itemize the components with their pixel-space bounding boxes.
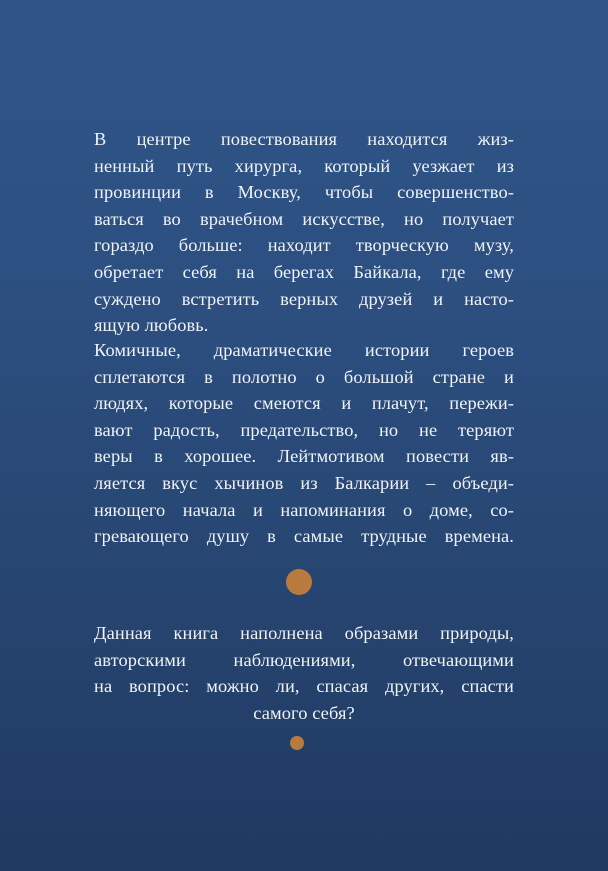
text-line: сплетаются в полотно о большой стране и	[94, 366, 514, 387]
text-line: обретает себя на берегах Байкала, где ему	[94, 261, 514, 282]
text-line: суждено встретить верных друзей и насто-	[94, 288, 514, 309]
text-line: Комичные, драматические истории героев	[94, 340, 514, 360]
text-line: ваться во врачебном искусстве, но получает	[94, 208, 514, 229]
description-paragraph-2	[94, 337, 514, 550]
text-line: В центре повествования находится жиз-	[94, 129, 514, 149]
text-line: ящую любовь.	[94, 315, 209, 336]
text-line: вают радость, предательство, но не теряют	[94, 419, 514, 440]
text-line: гревающего душу в самые трудные времена.	[94, 526, 514, 547]
text-line: гораздо больше: находит творческую музу,	[94, 235, 514, 256]
description-paragraph-1	[94, 126, 514, 339]
description-paragraph-3	[94, 620, 514, 726]
text-line: ляется вкус хычинов из Балкарии – объеди-	[94, 472, 514, 493]
text-line: Данная книга наполнена образами природы,	[94, 623, 514, 643]
text-line: авторскими наблюдениями, отвечающими	[94, 649, 514, 670]
text-line: на вопрос: можно ли, спасая других, спасти	[94, 676, 514, 697]
text-line: ненный путь хирурга, который уезжает из	[94, 155, 514, 176]
text-line: провинции в Москву, чтобы совершенство-	[94, 182, 514, 203]
text-line: веры в хорошее. Лейтмотивом повести яв-	[94, 446, 514, 467]
text-line: самого себя?	[253, 702, 355, 723]
ornament-dot-large	[286, 569, 312, 595]
text-line: няющего начала и напоминания о доме, со-	[94, 499, 514, 520]
text-line: людях, которые смеются и плачут, пережи-	[94, 393, 514, 414]
ornament-dot-small	[290, 736, 304, 750]
